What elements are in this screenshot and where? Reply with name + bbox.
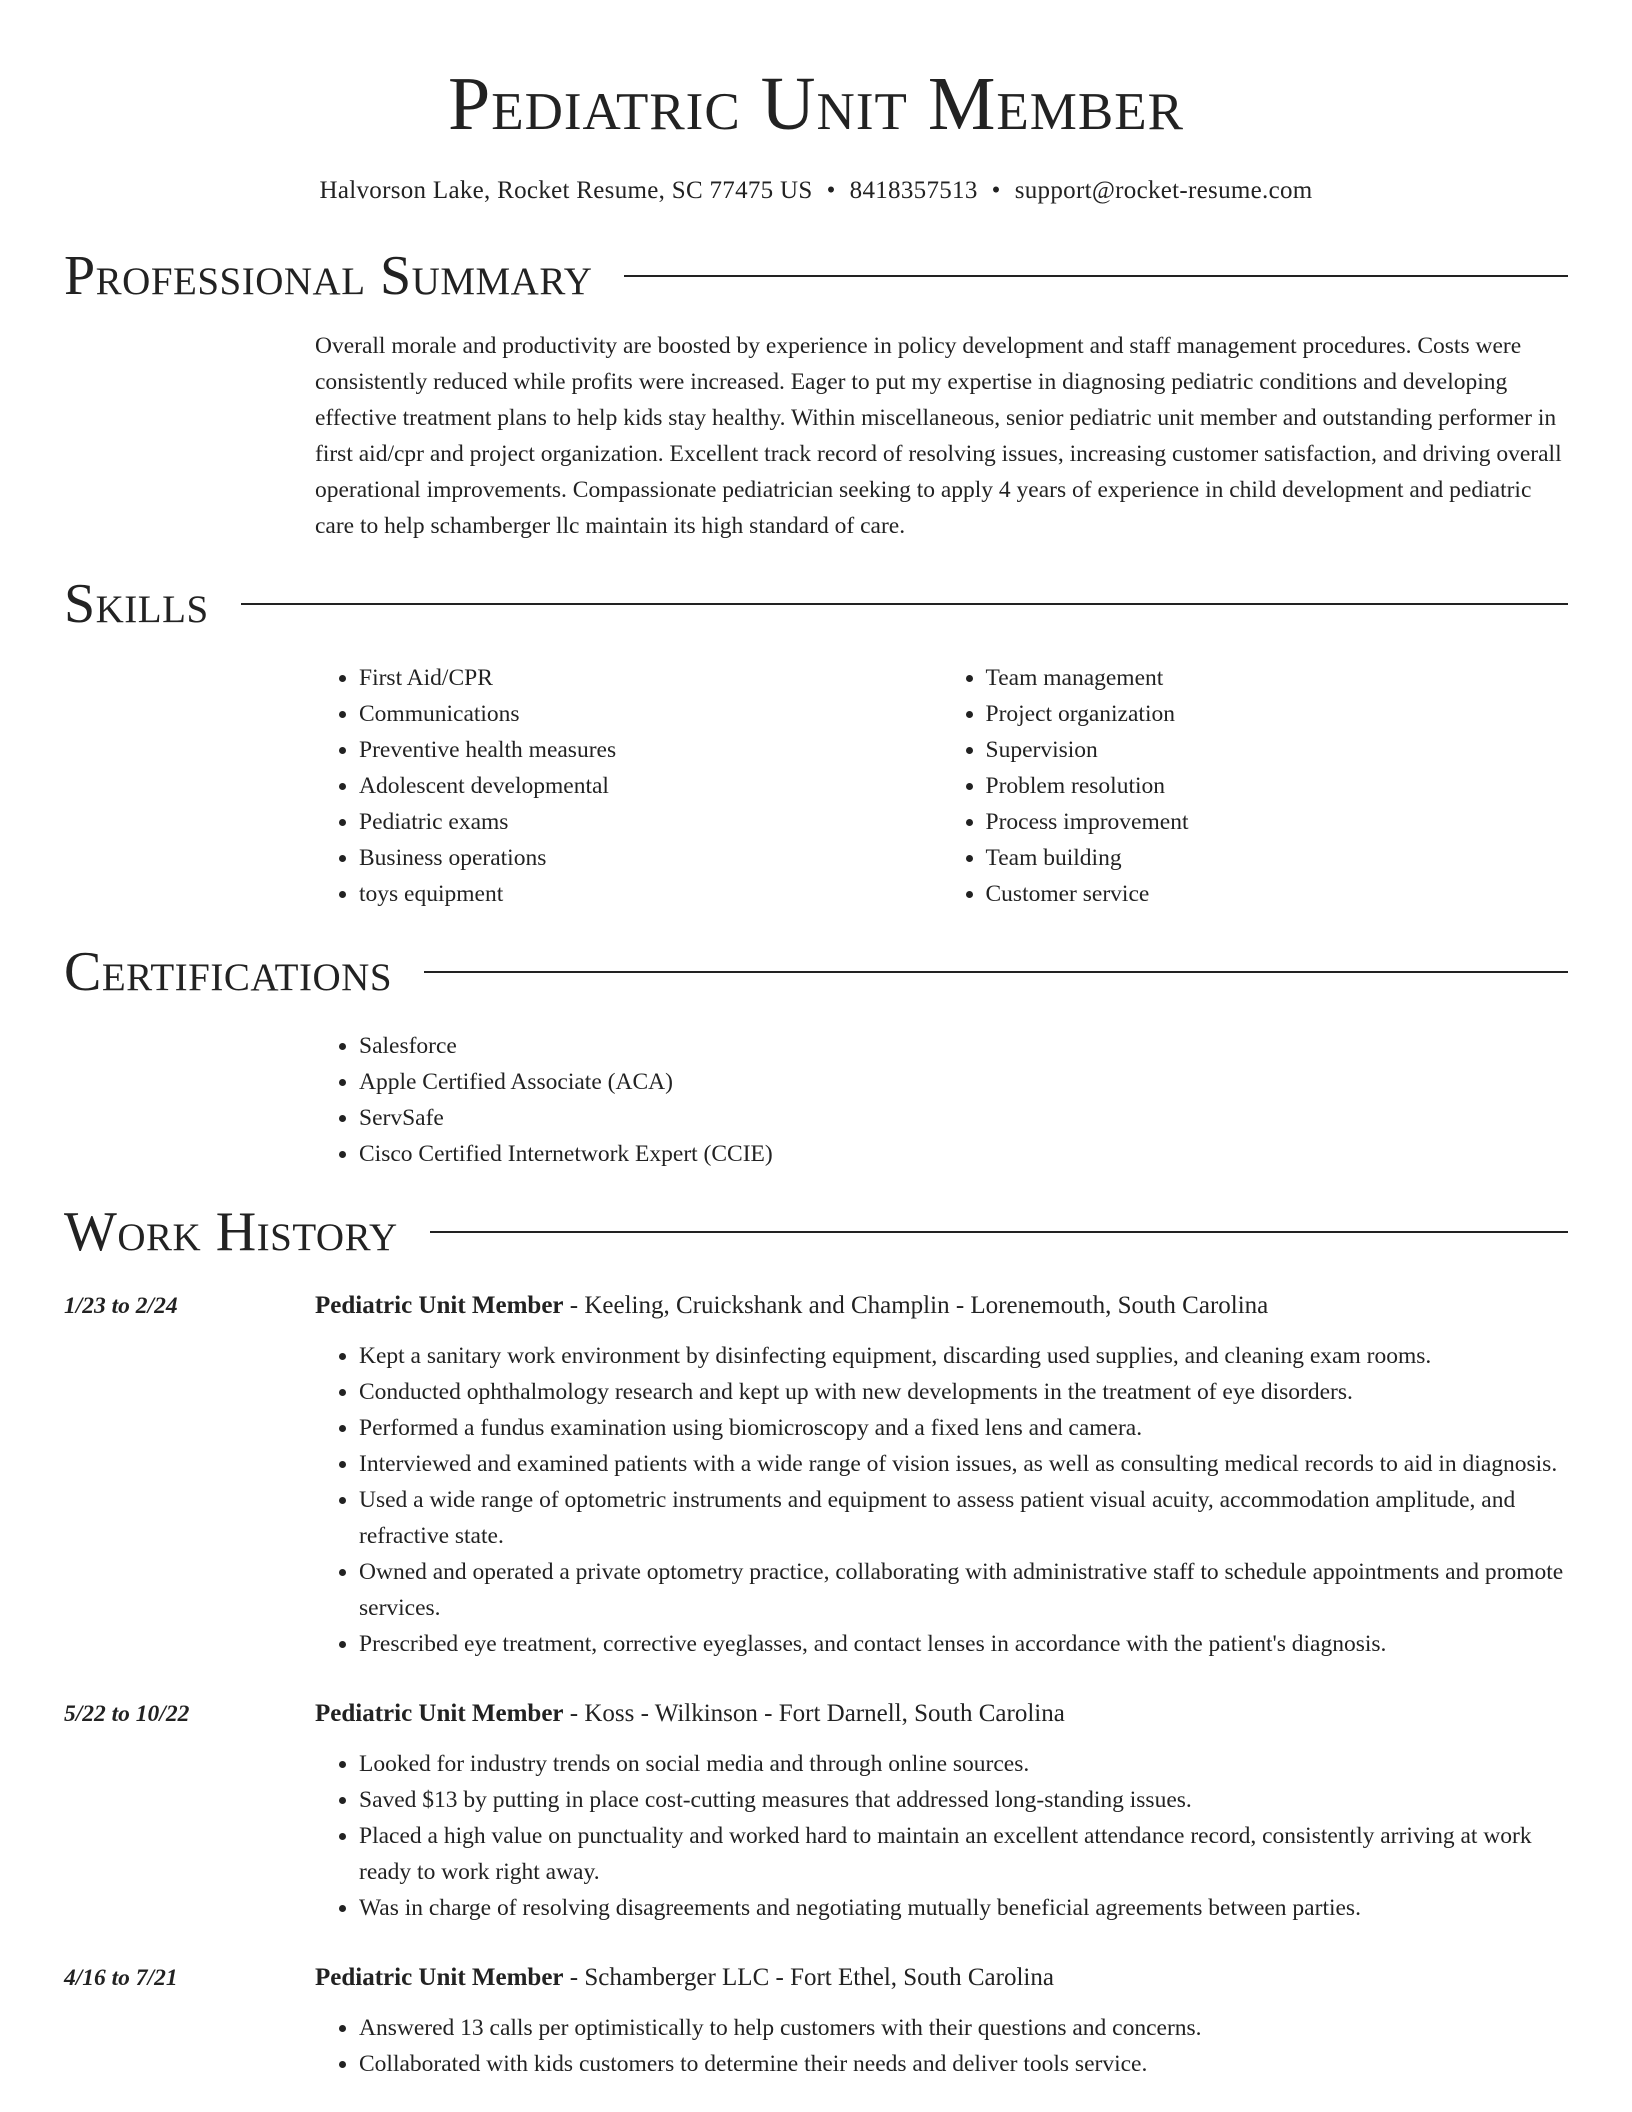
skill-item: • toys equipment xyxy=(359,876,942,912)
job-dates: 4/16 to 7/21 xyxy=(64,1965,178,1991)
certification-item: • Salesforce xyxy=(359,1028,1568,1064)
job-bullet: • Collaborated with kids customers to determine their needs and deliver tools service. xyxy=(359,2046,1568,2082)
certification-item: • Apple Certified Associate (ACA) xyxy=(359,1064,1568,1100)
job-title-line xyxy=(315,1288,1568,1324)
job-employer-location: - Keeling, Cruickshank and Champlin - Lorenemouth, South Carolina xyxy=(563,1292,1269,1319)
job-bullet: • Performed a fundus examination using biomicroscopy and a fixed lens and camera. xyxy=(359,1410,1568,1446)
skills-column-right xyxy=(942,660,1569,912)
summary-text: Overall morale and productivity are boosted by experience in policy development and staff management procedures. Costs were consistently reduced while profits were increased. Eager to put my expertise in diagnosing pediatric conditions and developing effective treatment plans to help kids stay healthy. Within miscellaneous, senior pediatric unit member and outstanding performer in first aid/cpr and project organization. Excellent track record of resolving issues, increasing customer satisfaction, and driving overall operational improvements. Compassionate pediatrician seeking to apply 4 years of experience in child development and pediatric care to help schamberger llc maintain its high standard of care. xyxy=(315,333,1562,539)
skill-item: • Process improvement xyxy=(986,804,1569,840)
job-dates: 1/23 to 2/24 xyxy=(64,1293,178,1319)
job-role: Pediatric Unit Member xyxy=(315,1292,564,1319)
job-entry xyxy=(64,1960,1568,2082)
certification-item: • Cisco Certified Internetwork Expert (CCIE) xyxy=(359,1136,1568,1172)
job-bullets xyxy=(315,1338,1568,1662)
job-body xyxy=(315,1288,1568,1662)
job-dates: 5/22 to 10/22 xyxy=(64,1701,190,1727)
separator-dot: • xyxy=(991,177,1001,204)
job-body xyxy=(315,1960,1568,2082)
summary-section-header xyxy=(64,244,1568,308)
job-bullet: • Prescribed eye treatment, corrective eyeglasses, and contact lenses in accordance with the patient's diagnosis. xyxy=(359,1626,1568,1662)
skill-item: • Preventive health measures xyxy=(359,732,942,768)
skill-item: • First Aid/CPR xyxy=(359,660,942,696)
work-section-header xyxy=(64,1200,1568,1264)
job-role: Pediatric Unit Member xyxy=(315,1964,564,1991)
skill-item: • Team management xyxy=(986,660,1569,696)
job-body xyxy=(315,1696,1568,1926)
candidate-name: Pediatric Unit Member xyxy=(447,62,1185,146)
job-bullet: • Looked for industry trends on social media and through online sources. xyxy=(359,1746,1568,1782)
job-bullet: • Answered 13 calls per optimistically to help customers with their questions and concerns. xyxy=(359,2010,1568,2046)
certifications-list xyxy=(315,1028,1568,1172)
skill-item: • Adolescent developmental xyxy=(359,768,942,804)
job-bullet: • Saved $13 by putting in place cost-cutting measures that addressed long-standing issues. xyxy=(359,1782,1568,1818)
section-divider xyxy=(624,275,1568,277)
phone-text: 8418357513 xyxy=(849,177,978,204)
job-bullet: • Placed a high value on punctuality and worked hard to maintain an excellent attendance record, consistently arriving at work ready to work right away. xyxy=(359,1818,1568,1890)
job-employer-location: - Schamberger LLC - Fort Ethel, South Carolina xyxy=(563,1964,1054,1991)
skill-item: • Supervision xyxy=(986,732,1569,768)
skill-item: • Pediatric exams xyxy=(359,804,942,840)
skill-item: • Project organization xyxy=(986,696,1569,732)
resume-page xyxy=(64,0,1568,2082)
work-history-list xyxy=(64,1288,1568,2082)
job-bullet: • Was in charge of resolving disagreements and negotiating mutually beneficial agreements between parties. xyxy=(359,1890,1568,1926)
certification-item: • ServSafe xyxy=(359,1100,1568,1136)
certifications-items xyxy=(315,1028,1568,1172)
job-bullet: • Kept a sanitary work environment by disinfecting equipment, discarding used supplies, and cleaning exam rooms. xyxy=(359,1338,1568,1374)
job-bullet: • Owned and operated a private optometry practice, collaborating with administrative staff to schedule appointments and promote services. xyxy=(359,1554,1568,1626)
section-divider xyxy=(424,971,1568,973)
skill-item: • Team building xyxy=(986,840,1569,876)
summary-heading: Professional Summary xyxy=(64,245,593,307)
section-divider xyxy=(430,1231,1568,1233)
job-entry xyxy=(64,1696,1568,1926)
job-bullet: • Conducted ophthalmology research and kept up with new developments in the treatment of eye disorders. xyxy=(359,1374,1568,1410)
email-text: support@rocket-resume.com xyxy=(1014,177,1313,204)
job-entry xyxy=(64,1288,1568,1662)
job-bullets xyxy=(315,1746,1568,1926)
certifications-section-header xyxy=(64,940,1568,1004)
work-heading: Work History xyxy=(64,1201,398,1263)
job-role: Pediatric Unit Member xyxy=(315,1700,564,1727)
job-title-line xyxy=(315,1960,1568,1996)
job-bullet: • Interviewed and examined patients with a wide range of vision issues, as well as consulting medical records to aid in diagnosis. xyxy=(359,1446,1568,1482)
skills-column-left xyxy=(315,660,942,912)
address-text: Halvorson Lake, Rocket Resume, SC 77475 US xyxy=(319,177,813,204)
section-divider xyxy=(241,603,1568,605)
skills-section-header xyxy=(64,572,1568,636)
skills-list xyxy=(315,660,1568,912)
certifications-heading: Certifications xyxy=(64,941,393,1003)
contact-line xyxy=(64,174,1568,208)
job-bullet: • Used a wide range of optometric instruments and equipment to assess patient visual acuity, accommodation amplitude, and refractive state. xyxy=(359,1482,1568,1554)
skills-heading: Skills xyxy=(64,573,209,635)
skill-item: • Problem resolution xyxy=(986,768,1569,804)
skill-item: • Business operations xyxy=(359,840,942,876)
job-employer-location: - Koss - Wilkinson - Fort Darnell, South Carolina xyxy=(563,1700,1065,1727)
skill-item: • Customer service xyxy=(986,876,1569,912)
job-bullets xyxy=(315,2010,1568,2082)
job-title-line xyxy=(315,1696,1568,1732)
separator-dot: • xyxy=(826,177,836,204)
skill-item: • Communications xyxy=(359,696,942,732)
